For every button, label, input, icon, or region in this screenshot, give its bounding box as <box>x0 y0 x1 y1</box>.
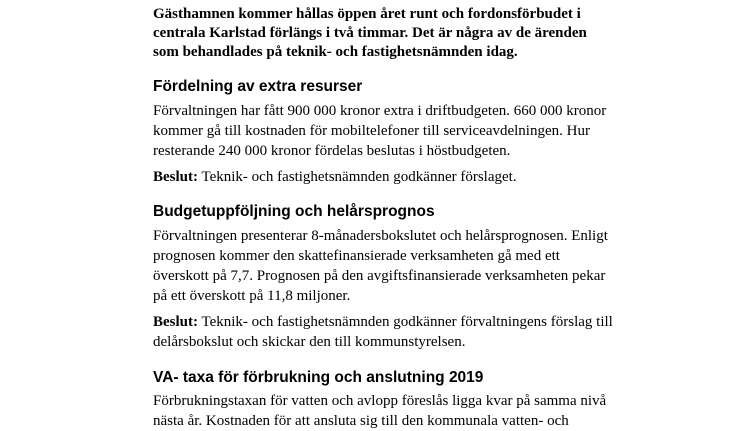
decision-text: Teknik- och fastighetsnämnden godkänner förvaltningens förslag till <box>198 314 613 330</box>
document-page <box>153 0 623 431</box>
section-body-resources <box>153 101 623 161</box>
body-line: överskott på 7,7. Prognosen på den avgiftsfinansierade verksamheten pekar <box>153 268 606 284</box>
body-line: Förvaltningen har fått 900 000 kronor extra i driftbudgeten. 660 000 kronor <box>153 103 607 119</box>
body-line: resterande 240 000 kronor fördelas beslutas i höstbudgeten. <box>153 143 511 159</box>
section-body-budget <box>153 226 623 306</box>
decision-budget <box>153 312 623 352</box>
body-line: Förbrukningstaxan för vatten och avlopp föreslås ligga kvar på samma nivå <box>153 393 607 409</box>
body-line: Förvaltningen presenterar 8-månadersbokslutet och helårsprognosen. Enligt <box>153 228 608 244</box>
decision-resources <box>153 167 623 187</box>
body-line: nästa år. Kostnaden för att ansluta sig till den kommunala vatten- och <box>153 413 569 429</box>
intro-line: centrala Karlstad förlängs i två timmar. Det är några av de ärenden <box>153 25 587 41</box>
decision-line: delårsbokslut och skickar den till kommunstyrelsen. <box>153 334 466 350</box>
body-line: prognosen kommer den skattefinansierade verksamheten gå med ett <box>153 248 560 264</box>
section-heading-va-taxa: VA- taxa för förbrukning och anslutning 2019 <box>153 369 484 386</box>
decision-label: Beslut: <box>153 314 198 330</box>
decision-line <box>153 167 623 187</box>
body-line: på ett överskott på 11,8 miljoner. <box>153 288 351 304</box>
section-body-va-taxa <box>153 391 623 431</box>
body-line: kommer gå till kostnaden för mobiltelefoner till serviceavdelningen. Hur <box>153 123 590 139</box>
intro-line: som behandlades på teknik- och fastighetsnämnden idag. <box>153 44 518 60</box>
intro-paragraph <box>153 5 623 62</box>
decision-text: Teknik- och fastighetsnämnden godkänner förslaget. <box>198 169 517 185</box>
decision-label: Beslut: <box>153 169 198 185</box>
decision-line <box>153 312 623 332</box>
section-heading-budget: Budgetuppföljning och helårsprognos <box>153 203 435 220</box>
section-heading-resources: Fördelning av extra resurser <box>153 78 363 95</box>
intro-line: Gästhamnen kommer hållas öppen året runt och fordonsförbudet i <box>153 6 581 22</box>
